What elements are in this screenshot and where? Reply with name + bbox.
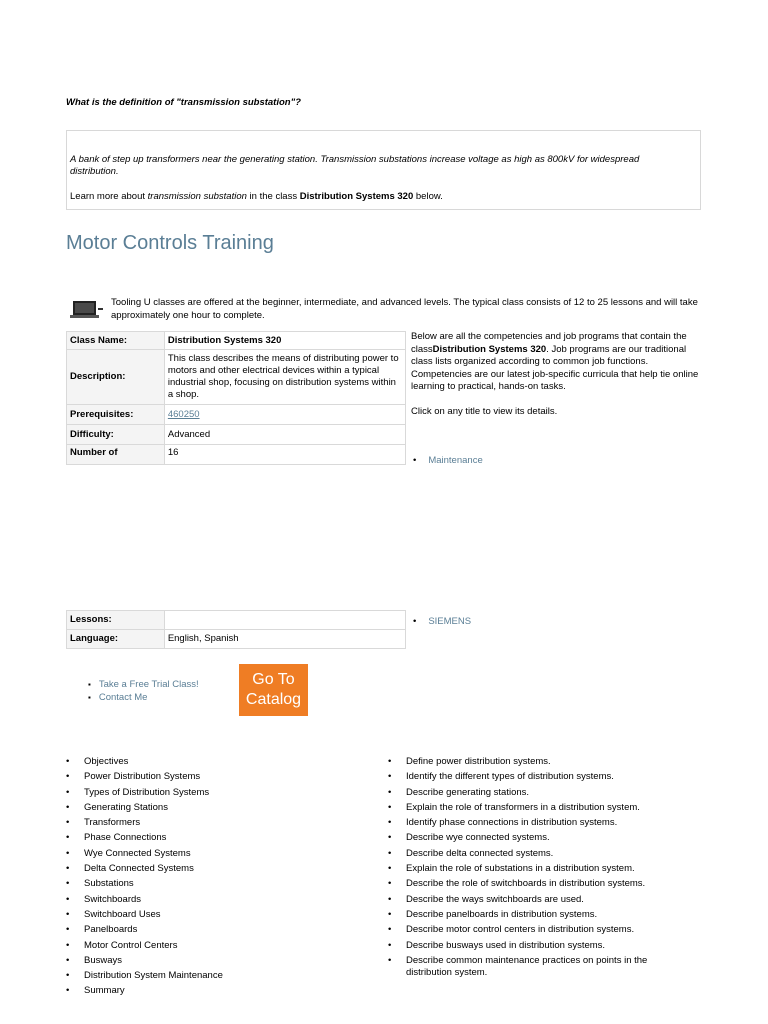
lesson-item: • Distribution System Maintenance (66, 970, 366, 985)
lesson-item: • Wye Connected Systems (66, 848, 366, 863)
objective-item: • Describe panelboards in distribution systems. (388, 909, 688, 924)
description-label: Description: (67, 350, 165, 405)
lesson-item: • Generating Stations (66, 802, 366, 817)
lesson-item: • Delta Connected Systems (66, 863, 366, 878)
objective-item: • Describe common maintenance practices on points in the distribution system. (388, 955, 688, 982)
action-links (88, 678, 199, 704)
objective-item: • Explain the role of transformers in a distribution system. (388, 802, 688, 817)
difficulty-value: Advanced (164, 425, 405, 445)
lesson-item: • Phase Connections (66, 832, 366, 847)
class-name-value: Distribution Systems 320 (164, 332, 405, 350)
go-to-catalog-button[interactable]: Go To Catalog (239, 664, 308, 716)
lesson-item: • Objectives (66, 756, 366, 771)
objective-item: • Describe motor control centers in distribution systems. (388, 924, 688, 939)
objective-item: • Describe delta connected systems. (388, 848, 688, 863)
lesson-item: • Summary (66, 985, 366, 1000)
objective-item: • Identify the different types of distribution systems. (388, 771, 688, 786)
contact-me-link[interactable]: ▪ Contact Me (88, 691, 199, 704)
class-info-table-continued (66, 610, 406, 649)
definition-question: What is the definition of "transmission substation"? (66, 97, 301, 108)
lessons-label: Lessons: (67, 611, 165, 630)
description-value: This class describes the means of distributing power to motors and other electrical devices within a typical industrial shop, focusing on distribution systems within a shop. (164, 350, 405, 405)
prerequisites-label: Prerequisites: (67, 405, 165, 425)
lesson-item: • Switchboard Uses (66, 909, 366, 924)
prerequisite-link[interactable]: 460250 (167, 408, 200, 420)
number-of-lessons-value: 16 (164, 445, 405, 465)
objective-item: • Describe the ways switchboards are used. (388, 894, 688, 909)
lesson-item: • Switchboards (66, 894, 366, 909)
objectives-list (388, 756, 688, 982)
maintenance-link[interactable]: • Maintenance (413, 455, 483, 466)
objective-item: • Define power distribution systems. (388, 756, 688, 771)
lesson-item: • Substations (66, 878, 366, 893)
lesson-item: • Power Distribution Systems (66, 771, 366, 786)
definition-box (66, 130, 701, 210)
lessons-value (164, 611, 405, 630)
lesson-item: • Motor Control Centers (66, 940, 366, 955)
class-name-label: Class Name: (67, 332, 165, 350)
objective-item: • Describe generating stations. (388, 787, 688, 802)
click-title-hint: Click on any title to view its details. (411, 405, 558, 417)
competencies-description: Below are all the competencies and job programs that contain the classDistribution Systems 320. Job programs are our traditional class lists organized according to common job functions. Competencies are our latest job-specific curricula that help tie online learning to practical, hands-on tasks. Click on any title to view its details. (411, 331, 701, 418)
difficulty-label: Difficulty: (67, 425, 165, 445)
intro-text: Tooling U classes are offered at the beginner, intermediate, and advanced levels. The typical class consists of 12 to 25 lessons and will take approximately one hour to complete. (111, 297, 698, 321)
lesson-item: • Transformers (66, 817, 366, 832)
free-trial-link[interactable]: ▪ Take a Free Trial Class! (88, 678, 199, 691)
definition-text: A bank of step up transformers near the generating station. Transmission substations increase voltage as high as 800kV for widespread distribution. (70, 154, 640, 177)
language-label: Language: (67, 630, 165, 649)
lesson-item: • Types of Distribution Systems (66, 787, 366, 802)
objective-item: • Describe the role of switchboards in distribution systems. (388, 878, 688, 893)
section-title: Motor Controls Training (66, 232, 274, 254)
number-of-label: Number of (67, 445, 165, 465)
lesson-item: • Busways (66, 955, 366, 970)
objective-item: • Describe wye connected systems. (388, 832, 688, 847)
objective-item: • Describe busways used in distribution systems. (388, 940, 688, 955)
objective-item: • Explain the role of substations in a distribution system. (388, 863, 688, 878)
language-value: English, Spanish (164, 630, 405, 649)
siemens-link[interactable]: • SIEMENS (413, 616, 471, 627)
learn-more-line: Learn more about transmission substation in the class Distribution Systems 320 below. (70, 191, 443, 202)
objective-item: • Identify phase connections in distribution systems. (388, 817, 688, 832)
lesson-item: • Panelboards (66, 924, 366, 939)
lessons-list (66, 756, 366, 1001)
computer-icon (70, 298, 104, 320)
class-info-table (66, 331, 406, 465)
